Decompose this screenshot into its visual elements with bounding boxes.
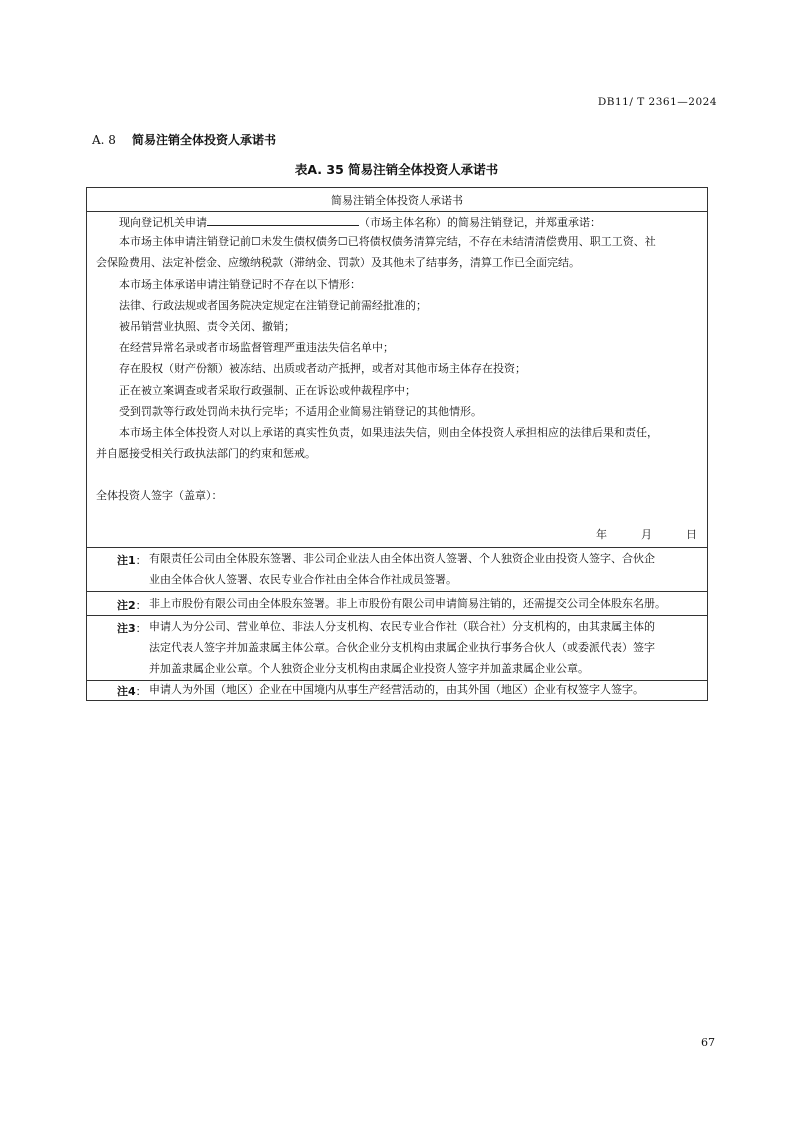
note-divider	[87, 591, 707, 592]
date-month: 月	[641, 528, 652, 541]
list-item: 在经营异常名录或者市场监督管理严重违法失信名单中；	[119, 341, 394, 354]
date-year: 年	[596, 528, 607, 541]
date-day: 日	[686, 528, 697, 541]
note-label: 注4：	[117, 685, 147, 698]
apply-prefix: 现向登记机关申请	[119, 216, 207, 229]
notes-divider	[87, 547, 707, 548]
list-item: 法律、行政法规或者国务院决定规定在注销登记前需经批准的；	[119, 299, 427, 312]
para1-line2: 会保险费用、法定补偿金、应缴纳税款（滞纳金、罚款）及其他未了结事务，清算工作已全面完结。	[96, 256, 580, 269]
entity-name-blank[interactable]	[207, 215, 359, 226]
section-title: 简易注销全体投资人承诺书	[131, 133, 276, 147]
para1-line1: 本市场主体申请注销登记前☐未发生债权债务☐已将债权债务清算完结，不存在未结清清偿费用、职工工资、社	[119, 235, 656, 248]
note-text: 并加盖隶属企业公章。个人独资企业分支机构由隶属企业投资人签字并加盖隶属企业公章。	[149, 662, 589, 675]
page-number: 67	[701, 1036, 715, 1049]
para3-line2: 并自愿接受相关行政执法部门的约束和惩戒。	[96, 447, 316, 460]
commitment-form-table	[86, 187, 708, 681]
note-text: 非上市股份有限公司由全体股东签署。非上市股份有限公司申请简易注销的，还需提交公司全体股东名册。	[149, 597, 666, 610]
note4-row	[86, 680, 708, 701]
table-title: 表A. 35 简易注销全体投资人承诺书	[294, 162, 499, 177]
note-text: 申请人为外国（地区）企业在中国境内从事生产经营活动的，由其外国（地区）企业有权签字人签字。	[149, 683, 644, 696]
note-label: 注2：	[117, 599, 147, 612]
list-item: 受到罚款等行政处罚尚未执行完毕；不适用企业简易注销登记的其他情形。	[119, 405, 482, 418]
note-text: 业由全体合伙人签署、农民专业合作社由全体合作社成员签署。	[149, 573, 457, 586]
note-label: 注1：	[117, 554, 147, 567]
para2: 本市场主体承诺申请注销登记时不存在以下情形：	[119, 278, 361, 291]
list-item: 正在被立案调查或者采取行政强制、正在诉讼或仲裁程序中；	[119, 384, 416, 397]
section-number: A. 8	[92, 133, 116, 147]
form-heading: 简易注销全体投资人承诺书	[331, 194, 463, 207]
heading-divider	[87, 211, 707, 212]
signature-label: 全体投资人签字（盖章）：	[96, 489, 223, 502]
list-item: 被吊销营业执照、责令关闭、撤销；	[119, 320, 295, 333]
application-line	[119, 215, 601, 230]
section-heading	[92, 131, 276, 148]
note-text: 法定代表人签字并加盖隶属主体公章。合伙企业分支机构由隶属企业执行事务合伙人（或委派代表）签字	[149, 641, 655, 654]
note-divider	[87, 615, 707, 616]
note-text: 有限责任公司由全体股东签署、非公司企业法人由全体出资人签署、个人独资企业由投资人签字、合伙企	[149, 552, 655, 565]
para3-line1: 本市场主体全体投资人对以上承诺的真实性负责，如果违法失信，则由全体投资人承担相应的法律后果和责任，	[119, 426, 658, 439]
list-item: 存在股权（财产份额）被冻结、出质或者动产抵押，或者对其他市场主体存在投资；	[119, 362, 526, 375]
apply-suffix: （市场主体名称）的简易注销登记，并郑重承诺：	[359, 216, 601, 229]
note-text: 申请人为分公司、营业单位、非法人分支机构、农民专业合作社（联合社）分支机构的，由其隶属主体的	[149, 620, 655, 633]
date-line	[562, 528, 697, 542]
document-code: DB11/ T 2361—2024	[597, 96, 717, 108]
note-label: 注3：	[117, 622, 147, 635]
